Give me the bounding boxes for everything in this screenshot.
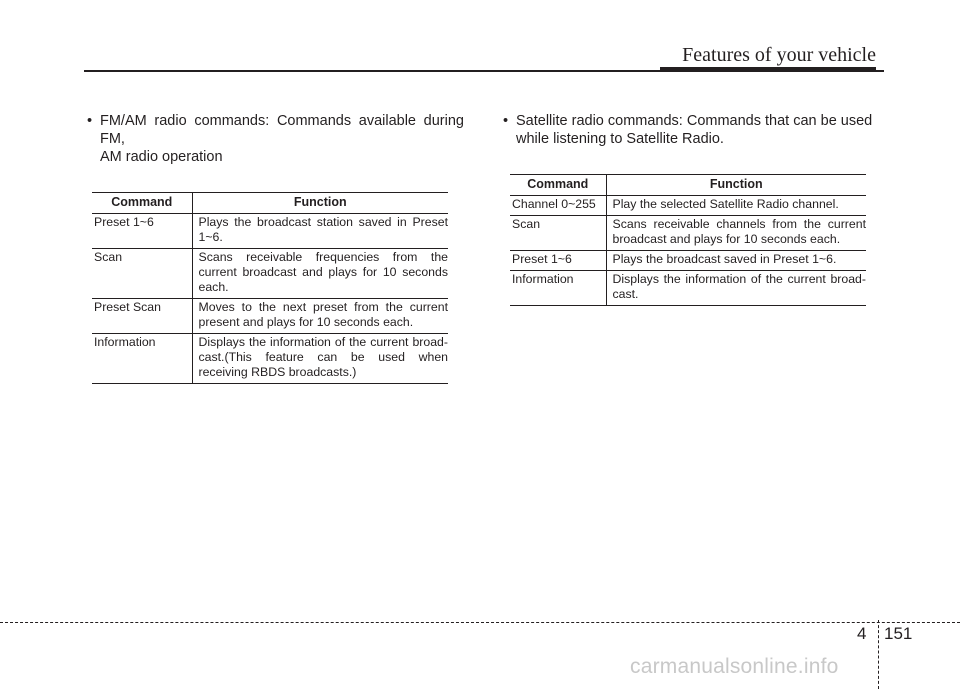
watermark: carmanualsonline.info	[630, 655, 839, 678]
command-cell: Preset 1~6	[92, 214, 192, 249]
table-row	[510, 251, 866, 271]
command-cell: Information	[510, 271, 606, 306]
intro-line-2: AM radio operation	[100, 149, 223, 165]
command-cell: Information	[92, 334, 192, 384]
function-cell: Plays the broadcast station saved in Preset 1~6.	[192, 214, 448, 249]
table-row	[92, 334, 448, 384]
function-cell: Moves to the next preset from the current present and plays for 10 seconds each.	[192, 299, 448, 334]
header-rule-accent	[660, 67, 876, 72]
table-row	[92, 249, 448, 299]
table-row	[510, 271, 866, 306]
table-header-row	[92, 193, 448, 214]
function-cell: Plays the broadcast saved in Preset 1~6.	[606, 251, 866, 271]
table-row	[92, 299, 448, 334]
page-number: 151	[884, 624, 913, 643]
left-column	[84, 112, 464, 384]
function-cell: Scans receivable channels from the current broadcast and plays for 10 seconds each.	[606, 216, 866, 251]
command-cell: Preset Scan	[92, 299, 192, 334]
footer-divider	[0, 622, 960, 623]
right-column	[500, 112, 880, 306]
bullet: •	[87, 113, 93, 129]
table-row	[510, 216, 866, 251]
fm-am-command-table	[92, 192, 448, 384]
table-header-row	[510, 175, 866, 196]
command-column-header: Command	[92, 193, 192, 214]
bullet: •	[503, 113, 509, 129]
intro-line-1: FM/AM radio commands: Commands available during FM,	[100, 113, 464, 147]
command-cell: Scan	[510, 216, 606, 251]
chapter-number: 4	[857, 624, 867, 643]
table-row	[92, 214, 448, 249]
function-cell: Displays the information of the current broad-cast.(This feature can be used when receiving RBDS broadcasts.)	[192, 334, 448, 384]
table-row	[510, 196, 866, 216]
intro-line-1: Satellite radio commands: Commands that can be used	[516, 113, 873, 129]
fm-am-intro	[84, 112, 464, 166]
footer-vertical-divider	[878, 620, 879, 689]
section-header-title: Features of your vehicle	[682, 44, 876, 66]
function-column-header: Function	[606, 175, 866, 196]
command-cell: Scan	[92, 249, 192, 299]
satellite-intro	[500, 112, 880, 148]
function-column-header: Function	[192, 193, 448, 214]
command-column-header: Command	[510, 175, 606, 196]
satellite-command-table	[510, 174, 866, 306]
function-cell: Scans receivable frequencies from the current broadcast and plays for 10 seconds each.	[192, 249, 448, 299]
command-cell: Preset 1~6	[510, 251, 606, 271]
command-cell: Channel 0~255	[510, 196, 606, 216]
function-cell: Play the selected Satellite Radio channel.	[606, 196, 866, 216]
intro-line-2: while listening to Satellite Radio.	[516, 131, 724, 147]
function-cell: Displays the information of the current broad-cast.	[606, 271, 866, 306]
